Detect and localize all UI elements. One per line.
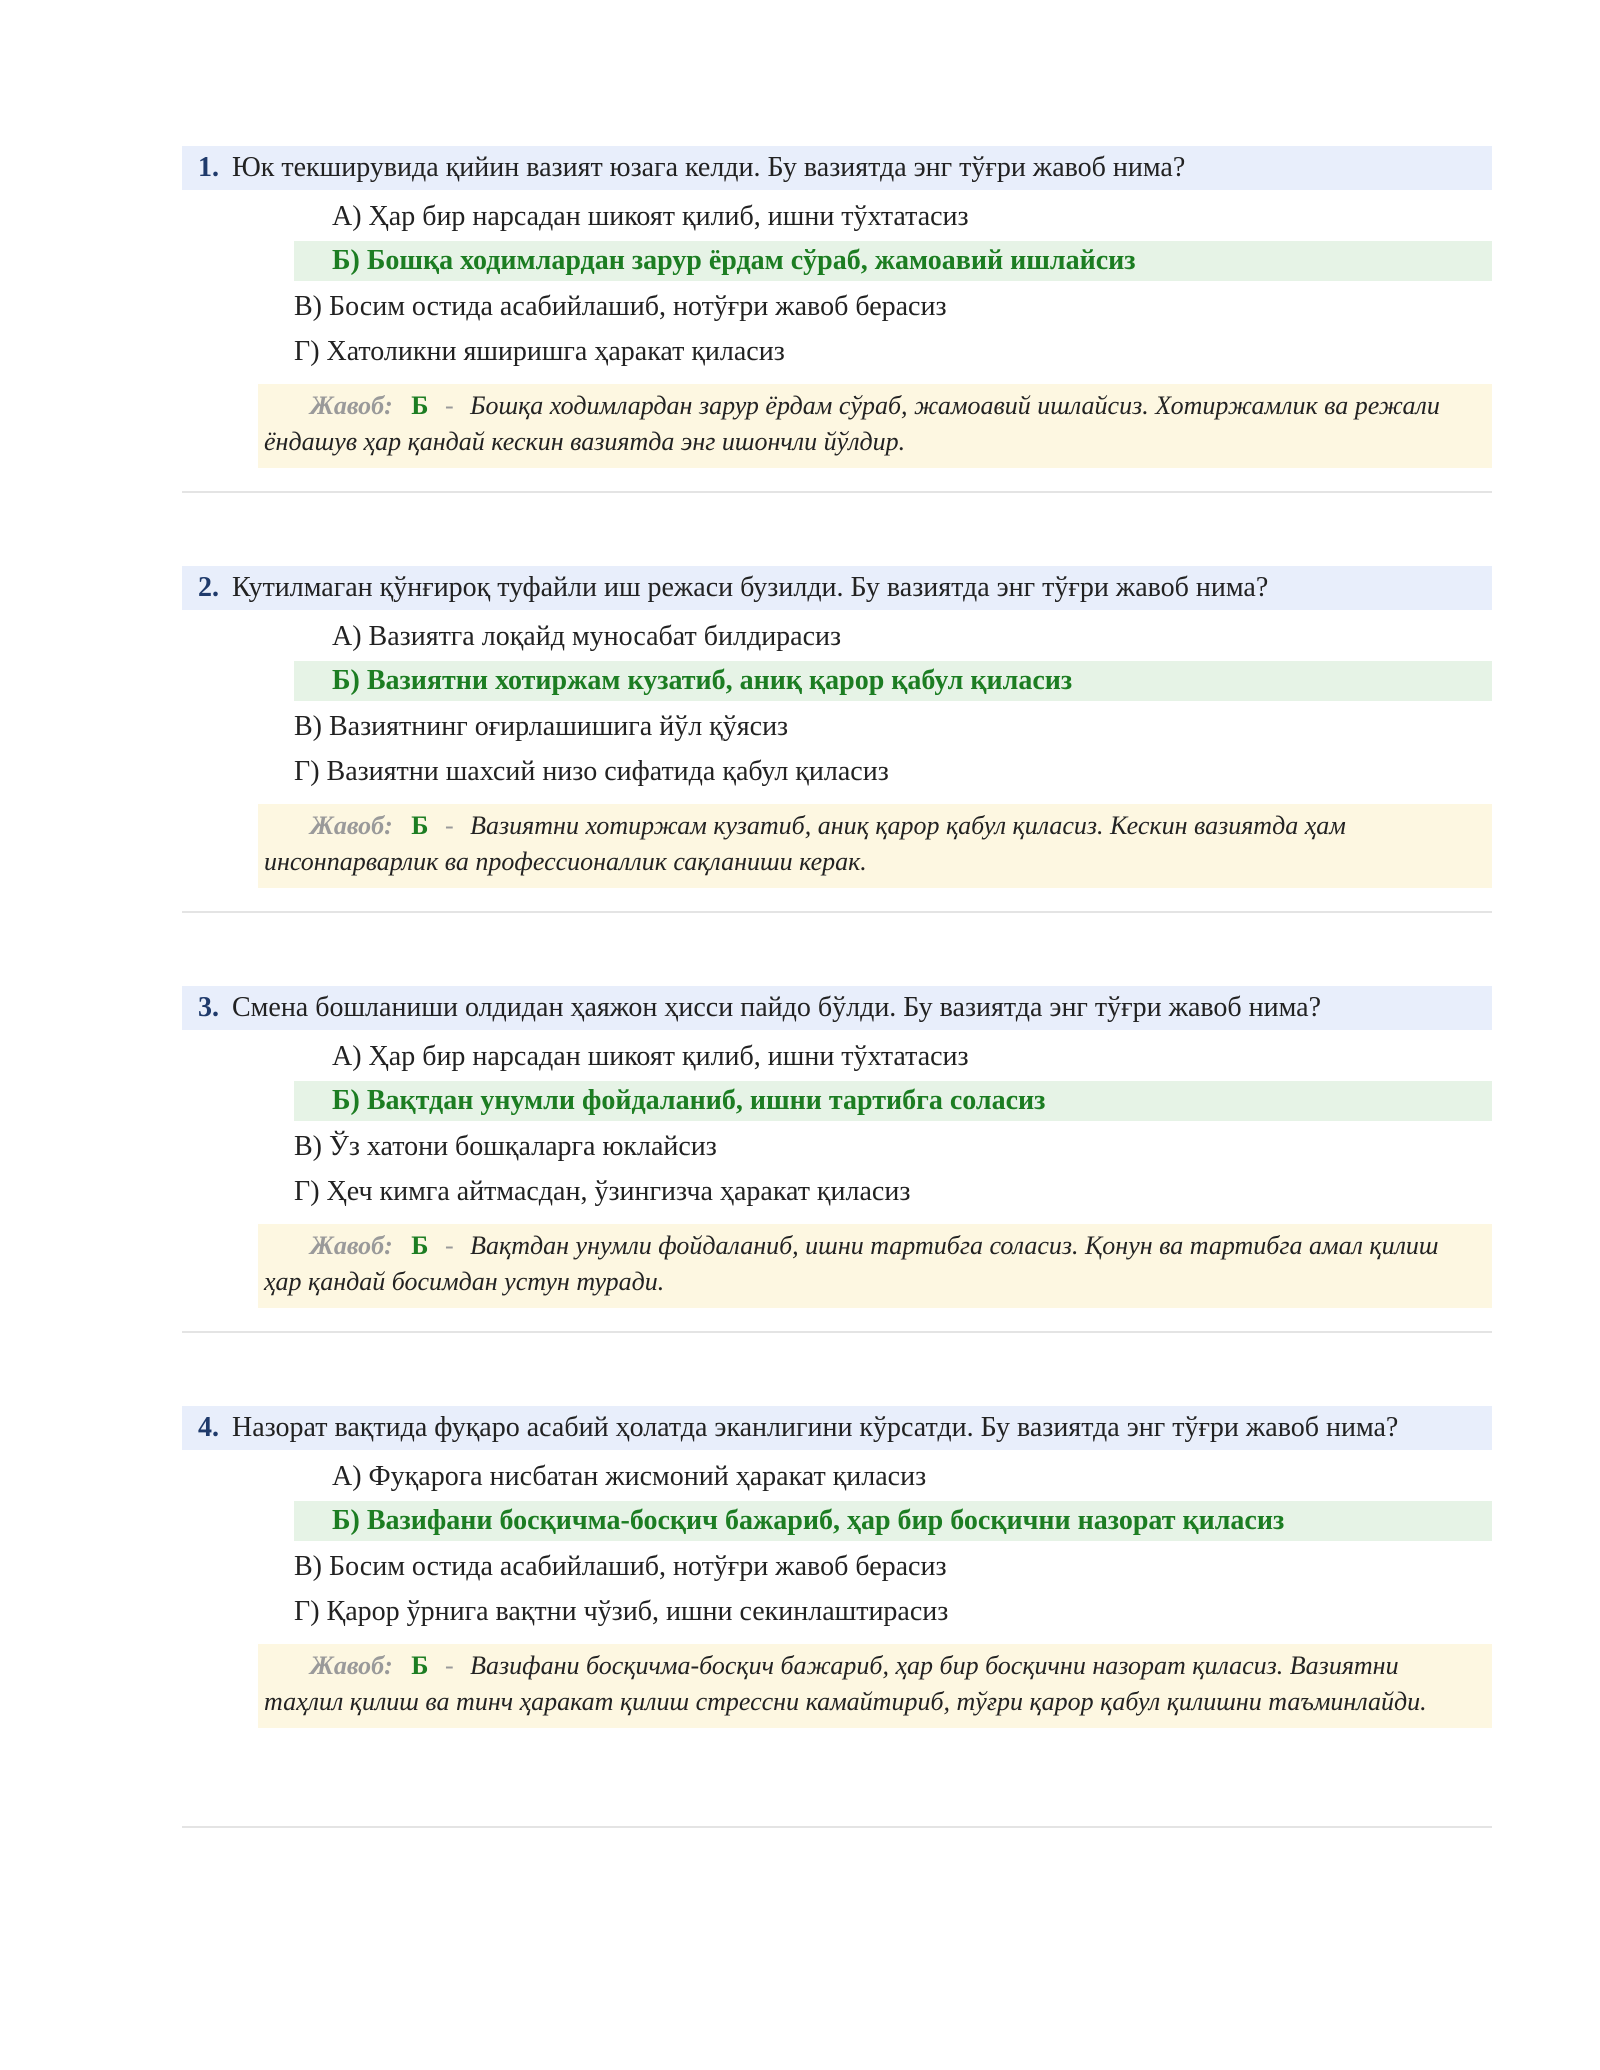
question-header [182,986,1492,1030]
question-4 [182,1406,1492,1728]
answer-dash: - [444,1231,454,1260]
option-c: В) Ўз хатони бошқаларга юклайсиз [294,1131,717,1162]
answer-label: Жавоб: [310,811,393,840]
question-number: 3. [198,992,219,1023]
answer-dash: - [444,391,454,420]
answer-explanation: Вазифани босқичма-босқич бажариб, ҳар бир босқични назорат қиласиз. Вазиятни таҳлил қилиш ва тинч ҳаракат қилиш стрессни камайтириб, тўғри қарор қабул қилишни таъминлайди. [264,1651,1427,1716]
question-text: Смена бошланиши олдидан ҳаяжон ҳисси пайдо бўлди. Бу вазиятда энг тўғри жавоб нима? [232,992,1322,1023]
divider [182,491,1492,493]
question-number: 1. [198,152,219,183]
option-a: А) Вазиятга лоқайд муносабат билдирасиз [332,621,842,652]
answer-explanation: Вазиятни хотиржам кузатиб, аниқ қарор қабул қиласиз. Кескин вазиятда ҳам инсонпарварлик ва профессионаллик сақланиши керак. [264,811,1346,876]
question-number: 4. [198,1412,219,1443]
option-d: Г) Хатоликни яширишга ҳаракат қиласиз [294,336,785,367]
divider [182,1826,1492,1828]
answer-box [258,1224,1492,1308]
answer-letter: Б [411,391,429,420]
answer-box [258,804,1492,888]
answer-box [258,1644,1492,1728]
option-c: В) Босим остида асабийлашиб, нотўғри жавоб берасиз [294,1551,947,1582]
option-b-correct: Б) Вақтдан унумли фойдаланиб, ишни тартибга соласиз [294,1081,1492,1121]
option-d: Г) Қарор ўрнига вақтни чўзиб, ишни секинлаштирасиз [294,1596,949,1627]
question-text: Кутилмаган қўнғироқ туфайли иш режаси бузилди. Бу вазиятда энг тўғри жавоб нима? [232,572,1269,603]
option-a: А) Ҳар бир нарсадан шикоят қилиб, ишни тўхтатасиз [332,201,969,232]
divider [182,1331,1492,1333]
option-b-correct: Б) Вазифани босқичма-босқич бажариб, ҳар бир босқични назорат қиласиз [294,1501,1492,1541]
answer-label: Жавоб: [310,1231,393,1260]
answer-letter: Б [411,811,429,840]
question-1 [182,146,1492,468]
answer-dash: - [444,811,454,840]
option-b-correct: Б) Бошқа ходимлардан зарур ёрдам сўраб, жамоавий ишлайсиз [294,241,1492,281]
question-header [182,146,1492,190]
option-a: А) Ҳар бир нарсадан шикоят қилиб, ишни тўхтатасиз [332,1041,969,1072]
question-header [182,1406,1492,1450]
option-d: Г) Вазиятни шахсий низо сифатида қабул қиласиз [294,756,889,787]
question-number: 2. [198,572,219,603]
answer-dash: - [444,1651,454,1680]
question-3 [182,986,1492,1308]
option-a: А) Фуқарога нисбатан жисмоний ҳаракат қиласиз [332,1461,927,1492]
option-c: В) Вазиятнинг оғирлашишига йўл қўясиз [294,711,789,742]
answer-box [258,384,1492,468]
answer-letter: Б [411,1231,429,1260]
question-2 [182,566,1492,888]
option-c: В) Босим остида асабийлашиб, нотўғри жавоб берасиз [294,291,947,322]
question-text: Назорат вақтида фуқаро асабий ҳолатда эканлигини кўрсатди. Бу вазиятда энг тўғри жавоб нима? [232,1412,1399,1443]
answer-label: Жавоб: [310,391,393,420]
option-b-correct: Б) Вазиятни хотиржам кузатиб, аниқ қарор қабул қиласиз [294,661,1492,701]
divider [182,911,1492,913]
option-d: Г) Ҳеч кимга айтмасдан, ўзингизча ҳаракат қиласиз [294,1176,911,1207]
answer-letter: Б [411,1651,429,1680]
answer-explanation: Вақтдан унумли фойдаланиб, ишни тартибга соласиз. Қонун ва тартибга амал қилиш ҳар қандай босимдан устун туради. [264,1231,1439,1296]
question-header [182,566,1492,610]
answer-label: Жавоб: [310,1651,393,1680]
question-text: Юк текширувида қийин вазият юзага келди. Бу вазиятда энг тўғри жавоб нима? [232,152,1186,183]
answer-explanation: Бошқа ходимлардан зарур ёрдам сўраб, жамоавий ишлайсиз. Хотиржамлик ва режали ёндашув ҳар қандай кескин вазиятда энг ишончли йўлдир. [264,391,1440,456]
